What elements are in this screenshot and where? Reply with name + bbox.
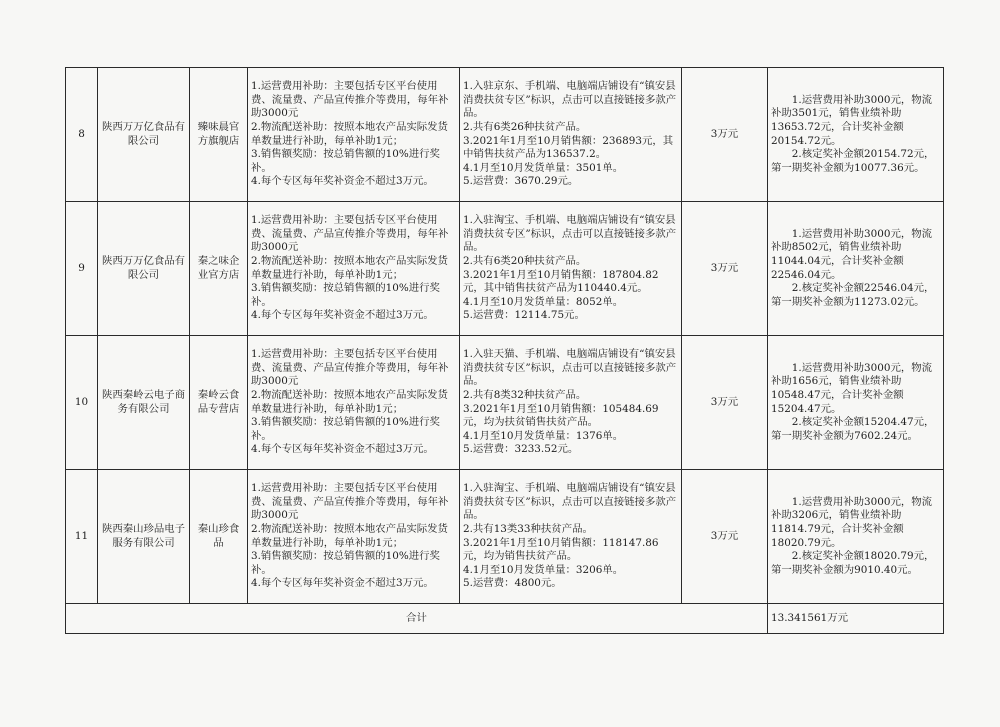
detail-item: 5.运营费：3670.29元。 [463, 175, 579, 188]
detail-item: 5.运营费：3233.52元。 [463, 443, 579, 456]
policy-item: 2.物流配送补助：按照本地农产品实际发货单数量进行补助，每单补助1元； [251, 120, 448, 147]
company-cell [98, 202, 190, 336]
company-name: 陕西万万亿食品有限公司 [101, 254, 186, 281]
table-row [66, 336, 944, 470]
result-item: 2.核定奖补金额20154.72元，第一期奖补金额为10077.36元。 [771, 148, 935, 174]
result-cell [768, 202, 944, 336]
total-label-cell [66, 604, 768, 634]
result-item: 1.运营费用补助3000元，物流补助3501元，销售业绩补助13653.72元，合计奖补金额20154.72元。 [771, 93, 933, 147]
detail-item: 4.1月至10月发货单量：3206单。 [463, 563, 624, 576]
result-item: 1.运营费用补助3000元，物流补助3206元，销售业绩补助11814.79元，合计奖补金额18020.79元。 [771, 495, 933, 549]
max-amount: 3万元 [710, 127, 739, 140]
subsidy-table [65, 67, 944, 634]
result-item: 2.核定奖补金额22546.04元，第一期奖补金额为11273.02元。 [771, 282, 935, 308]
company-name: 陕西万万亿食品有限公司 [101, 120, 186, 147]
details-cell [460, 470, 682, 604]
result-item: 1.运营费用补助3000元，物流补助8502元，销售业绩补助11044.04元，合计奖补金额22546.04元。 [771, 227, 933, 281]
detail-item: 5.运营费：12114.75元。 [463, 309, 585, 322]
total-row [66, 604, 944, 634]
shop-cell [190, 470, 248, 604]
company-cell [98, 470, 190, 604]
max-amount-cell [682, 470, 768, 604]
detail-item: 2.共有6类20种扶贫产品。 [463, 254, 587, 267]
detail-item: 3.2021年1月至10月销售额：187804.82元，其中销售扶贫产品为110440.4元。 [463, 268, 659, 295]
policy-item: 1.运营费用补助：主要包括专区平台使用费、流量费、产品宣传推介等费用，每年补助3000元 [251, 80, 449, 120]
company-cell [98, 336, 190, 470]
max-amount-cell [682, 336, 768, 470]
result-cell [768, 470, 944, 604]
detail-item: 1.入驻淘宝、手机端、电脑端店铺设有“镇安县消费扶贫专区”标识，点击可以直接链接多款产品。 [463, 214, 677, 254]
detail-item: 3.2021年1月至10月销售额：105484.69元，均为扶贫销售扶贫产品。 [463, 402, 659, 429]
policy-item: 1.运营费用补助：主要包括专区平台使用费、流量费、产品宣传推介等费用，每年补助3000元 [251, 482, 449, 522]
shop-name: 臻味晨官方旗舰店 [197, 120, 240, 147]
shop-name: 秦之味企业官方店 [197, 254, 240, 281]
detail-item: 1.入驻淘宝、手机端、电脑端店铺设有“镇安县消费扶贫专区”标识，点击可以直接链接多款产品。 [463, 482, 677, 522]
subsidy-policy-cell [248, 470, 460, 604]
policy-item: 3.销售额奖励：按总销售额的10%进行奖补。 [251, 282, 440, 308]
company-name: 陕西秦山珍品电子服务有限公司 [101, 522, 186, 549]
shop-name: 秦岭云食品专营店 [197, 388, 240, 415]
max-amount-cell [682, 68, 768, 202]
detail-item: 2.共有13类33种扶贫产品。 [463, 522, 593, 535]
table-row [66, 68, 944, 202]
shop-cell [190, 202, 248, 336]
table-row [66, 202, 944, 336]
max-amount: 3万元 [710, 529, 739, 542]
company-name: 陕西秦岭云电子商务有限公司 [101, 388, 186, 415]
policy-item: 3.销售额奖励：按总销售额的10%进行奖补。 [251, 148, 440, 174]
row-number-cell [66, 68, 98, 202]
policy-item: 2.物流配送补助：按照本地农产品实际发货单数量进行补助，每单补助1元； [251, 388, 448, 415]
detail-item: 2.共有8类32种扶贫产品。 [463, 388, 587, 401]
details-cell [460, 202, 682, 336]
max-amount: 3万元 [710, 261, 739, 274]
result-cell [768, 68, 944, 202]
detail-item: 3.2021年1月至10月销售额：236893元，其中销售扶贫产品为136537.2。 [463, 134, 674, 161]
result-item: 2.核定奖补金额18020.79元，第一期奖补金额为9010.40元。 [771, 550, 935, 576]
detail-item: 5.运营费：4800元。 [463, 577, 562, 590]
policy-item: 1.运营费用补助：主要包括专区平台使用费、流量费、产品宣传推介等费用，每年补助3000元 [251, 214, 449, 254]
result-item: 1.运营费用补助3000元，物流补助1656元，销售业绩补助10548.47元，合计奖补金额15204.47元。 [771, 361, 933, 415]
detail-item: 3.2021年1月至10月销售额：118147.86元，均为销售扶贫产品。 [463, 536, 659, 563]
policy-item: 2.物流配送补助：按照本地农产品实际发货单数量进行补助，每单补助1元； [251, 254, 448, 281]
subsidy-policy-cell [248, 202, 460, 336]
detail-item: 1.入驻天猫、手机端、电脑端店铺设有“镇安县消费扶贫专区”标识，点击可以直接链接多款产品。 [463, 348, 677, 388]
detail-item: 1.入驻京东、手机端、电脑端店铺设有“镇安县消费扶贫专区”标识，点击可以直接链接多款产品。 [463, 80, 677, 120]
row-number-cell [66, 336, 98, 470]
row-number: 11 [74, 529, 89, 542]
row-number-cell [66, 202, 98, 336]
shop-cell [190, 336, 248, 470]
shop-name: 秦山珍食品 [197, 522, 240, 549]
row-number: 10 [74, 395, 89, 408]
total-value-cell [768, 604, 944, 634]
policy-item: 4.每个专区每年奖补资金不超过3万元。 [251, 309, 434, 322]
subsidy-policy-cell [248, 336, 460, 470]
detail-item: 2.共有6类26种扶贫产品。 [463, 120, 587, 133]
result-cell [768, 336, 944, 470]
policy-item: 4.每个专区每年奖补资金不超过3万元。 [251, 577, 434, 590]
row-number: 8 [78, 127, 85, 140]
policy-item: 3.销售额奖励：按总销售额的10%进行奖补。 [251, 416, 440, 442]
result-item: 2.核定奖补金额15204.47元，第一期奖补金额为7602.24元。 [771, 416, 935, 442]
details-cell [460, 68, 682, 202]
table-row [66, 470, 944, 604]
detail-item: 4.1月至10月发货单量：1376单。 [463, 429, 624, 442]
company-cell [98, 68, 190, 202]
details-cell [460, 336, 682, 470]
policy-item: 4.每个专区每年奖补资金不超过3万元。 [251, 175, 434, 188]
shop-cell [190, 68, 248, 202]
policy-item: 3.销售额奖励：按总销售额的10%进行奖补。 [251, 550, 440, 576]
total-value: 13.341561万元 [771, 611, 848, 624]
detail-item: 4.1月至10月发货单量：3501单。 [463, 161, 624, 174]
policy-item: 2.物流配送补助：按照本地农产品实际发货单数量进行补助，每单补助1元； [251, 522, 448, 549]
total-label: 合计 [406, 611, 427, 624]
subsidy-policy-cell [248, 68, 460, 202]
row-number: 9 [78, 261, 85, 274]
policy-item: 1.运营费用补助：主要包括专区平台使用费、流量费、产品宣传推介等费用，每年补助3000元 [251, 348, 449, 388]
policy-item: 4.每个专区每年奖补资金不超过3万元。 [251, 443, 434, 456]
max-amount-cell [682, 202, 768, 336]
detail-item: 4.1月至10月发货单量：8052单。 [463, 295, 624, 308]
row-number-cell [66, 470, 98, 604]
max-amount: 3万元 [710, 395, 739, 408]
